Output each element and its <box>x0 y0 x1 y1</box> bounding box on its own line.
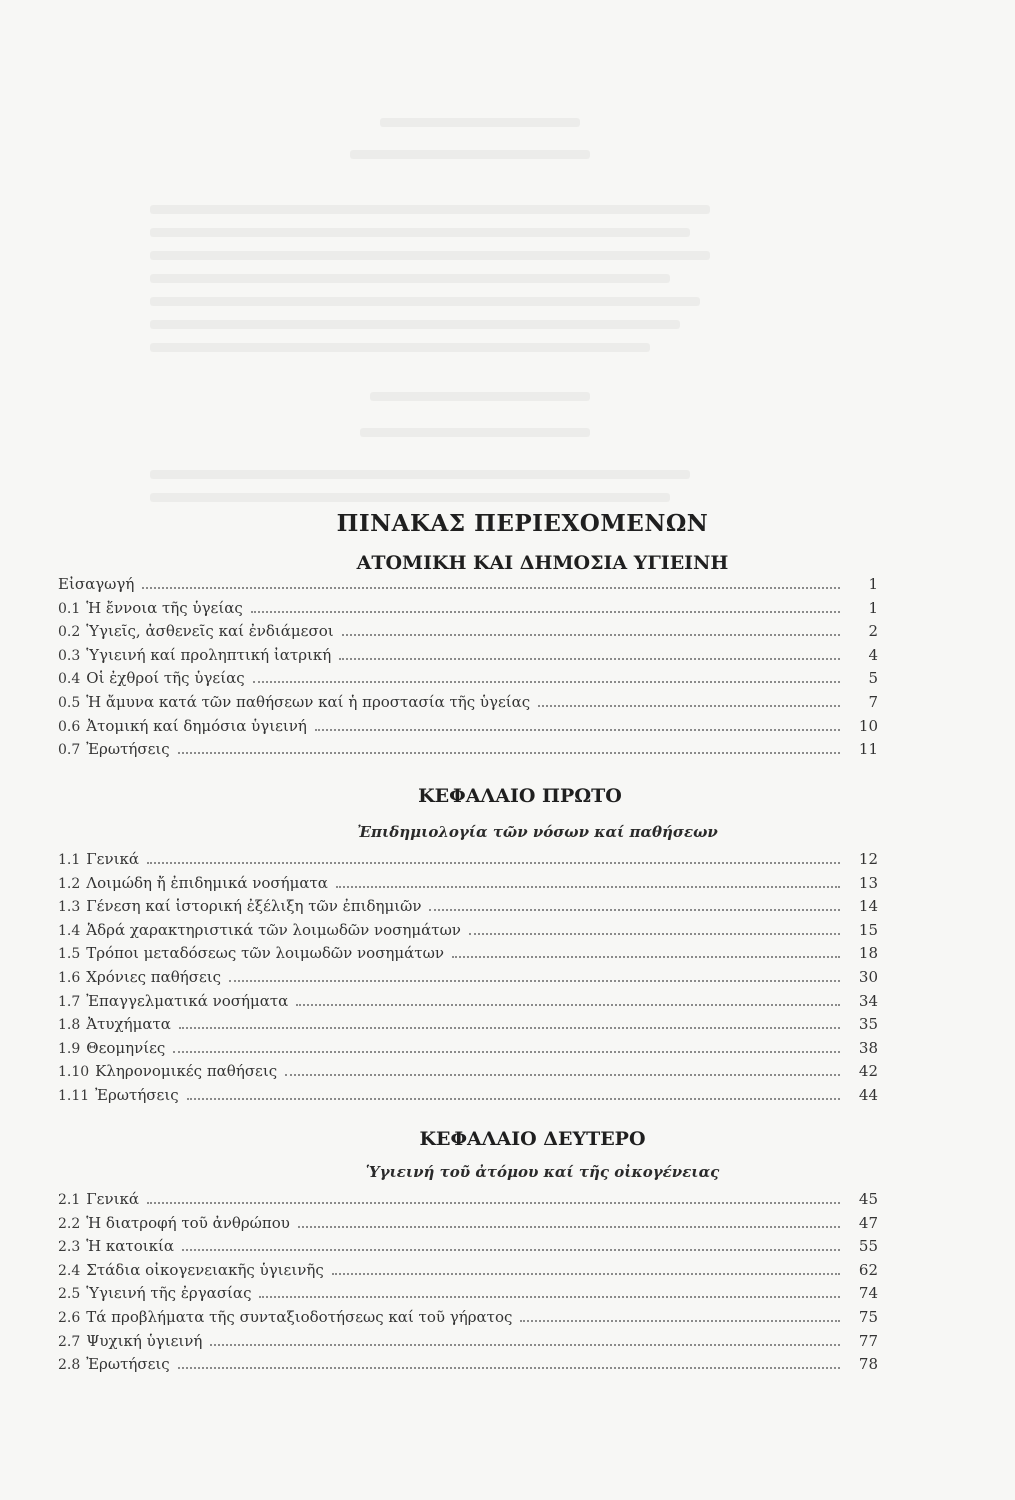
toc-entry <box>58 1039 878 1063</box>
toc-entry <box>58 1308 878 1332</box>
toc-entry-page-number: 18 <box>858 944 878 963</box>
toc-entry-title: Ἐρωτήσεις <box>86 1355 170 1374</box>
toc-entry <box>58 992 878 1016</box>
dot-leader <box>339 658 840 660</box>
dot-leader <box>179 1027 840 1029</box>
toc-entry-page-number: 45 <box>858 1190 878 1208</box>
toc-entry-title: Ἡ διατροφή τοῦ ἀνθρώπου <box>86 1213 290 1232</box>
toc-entry-page-number: 42 <box>858 1062 878 1081</box>
toc-entry-page-number: 34 <box>858 991 878 1010</box>
dot-leader <box>251 611 840 613</box>
toc-entry <box>58 717 878 741</box>
toc-entry-number: 0.3 <box>58 647 81 664</box>
toc-entry-page-number: 1 <box>868 575 878 593</box>
dot-leader <box>298 1226 840 1228</box>
toc-entry <box>58 1086 878 1110</box>
toc-entry-number: 2.3 <box>58 1239 81 1256</box>
toc-entry-title: Θεομηνίες <box>86 1038 166 1057</box>
toc-entry <box>58 622 878 646</box>
toc-entry-number: 0.2 <box>58 624 81 641</box>
toc-entry-number: 2.2 <box>58 1215 81 1232</box>
toc-entry-title: Ἡ ἄμυνα κατά τῶν παθήσεων καί ἡ προστασία τῆς ὑγείας <box>86 692 531 711</box>
dot-leader <box>520 1320 840 1322</box>
section-heading-general: ΑΤΟΜΙΚΗ ΚΑΙ ΔΗΜΟΣΙΑ ΥΓΙΕΙΝΗ <box>356 552 729 574</box>
toc-entry <box>58 1062 878 1086</box>
toc-entry-number: 2.1 <box>58 1192 81 1208</box>
dot-leader <box>229 980 840 982</box>
toc-entry <box>58 944 878 968</box>
toc-entry-page-number: 38 <box>858 1038 878 1057</box>
toc-entry-title: Γένεση καί ἱστορική ἐξέλιξη τῶν ἐπιδημιῶν <box>86 897 422 916</box>
dot-leader <box>342 634 840 636</box>
toc-entry-title: Ἡ κατοικία <box>86 1237 175 1256</box>
toc-entry <box>58 740 878 764</box>
toc-entry <box>58 897 878 921</box>
toc-entry-title: Ἐπαγγελματικά νοσήματα <box>86 991 289 1010</box>
toc-entry-title: Τά προβλήματα τῆς συνταξιοδοτήσεως καί τοῦ γήρατος <box>86 1307 513 1326</box>
toc-entry-number: 0.7 <box>58 742 81 759</box>
toc-entry <box>58 1355 878 1379</box>
toc-entry-page-number: 47 <box>858 1213 878 1232</box>
section-subtitle-chapter-one: Ἐπιδημιολογία τῶν νόσων καί παθήσεων <box>357 823 718 841</box>
toc-entry-page-number: 7 <box>868 692 878 711</box>
toc-entry-page-number: 62 <box>858 1260 878 1279</box>
toc-entry-title: Ὑγιεινή καί προληπτική ἰατρική <box>86 645 332 664</box>
toc-entry-title: Γενικά <box>86 850 139 868</box>
toc-list-chapter-two <box>58 1190 878 1379</box>
toc-entry-number: 1.10 <box>58 1064 90 1081</box>
toc-entry <box>58 646 878 670</box>
toc-entry <box>58 575 878 599</box>
dot-leader <box>538 705 840 707</box>
toc-list-general <box>58 575 878 764</box>
toc-entry-title: Χρόνιες παθήσεις <box>86 967 222 986</box>
section-heading-chapter-two: ΚΕΦΑΛΑΙΟ ΔΕΥΤΕΡΟ <box>419 1128 646 1150</box>
toc-entry <box>58 1284 878 1308</box>
dot-leader <box>315 729 840 731</box>
toc-entry-number: 1.6 <box>58 969 81 986</box>
section-heading-chapter-one: ΚΕΦΑΛΑΙΟ ΠΡΩΤΟ <box>418 785 622 807</box>
toc-entry-page-number: 44 <box>858 1085 878 1104</box>
toc-entry-title: Εἰσαγωγή <box>58 575 135 593</box>
toc-entry-number: 1.9 <box>58 1040 81 1057</box>
toc-entry-number: 1.7 <box>58 993 81 1010</box>
toc-entry-number: 2.7 <box>58 1333 81 1350</box>
dot-leader <box>142 587 840 589</box>
toc-entry <box>58 599 878 623</box>
toc-entry-title: Ἐρωτήσεις <box>86 740 170 759</box>
dot-leader <box>147 862 840 864</box>
toc-entry <box>58 693 878 717</box>
toc-entry-page-number: 2 <box>868 622 878 641</box>
toc-entry-title: Ὑγιεῖς, ἀσθενεῖς καί ἐνδιάμεσοι <box>86 622 334 641</box>
page-title: ΠΙΝΑΚΑΣ ΠΕΡΙΕΧΟΜΕΝΩΝ <box>336 510 709 537</box>
dot-leader <box>332 1273 840 1275</box>
toc-entry-number: 1.1 <box>58 852 81 868</box>
toc-entry-title: Ἁδρά χαρακτηριστικά τῶν λοιμωδῶν νοσημάτων <box>86 920 461 939</box>
dot-leader <box>182 1249 840 1251</box>
dot-leader <box>336 886 840 888</box>
dot-leader <box>452 956 840 958</box>
toc-entry <box>58 669 878 693</box>
dot-leader <box>147 1202 840 1204</box>
dot-leader <box>178 752 840 754</box>
toc-entry-number: 2.8 <box>58 1357 81 1374</box>
toc-entry-page-number: 75 <box>858 1307 878 1326</box>
toc-entry-title: Τρόποι μεταδόσεως τῶν λοιμωδῶν νοσημάτων <box>86 944 444 963</box>
toc-entry-page-number: 55 <box>858 1237 878 1256</box>
toc-entry-page-number: 5 <box>868 669 878 688</box>
toc-entry-page-number: 35 <box>858 1015 878 1034</box>
toc-entry-number: 0.4 <box>58 671 81 688</box>
toc-entry <box>58 850 878 874</box>
toc-entry-number: 0.6 <box>58 718 81 735</box>
toc-entry-title: Ἀτομική καί δημόσια ὑγιεινή <box>86 716 307 735</box>
dot-leader <box>187 1098 840 1100</box>
toc-entry-number: 1.11 <box>58 1087 90 1104</box>
toc-entry-page-number: 14 <box>858 897 878 916</box>
toc-entry-number: 1.3 <box>58 899 81 916</box>
toc-entry-number: 1.2 <box>58 875 81 892</box>
toc-entry <box>58 1190 878 1214</box>
toc-entry-number: 1.5 <box>58 946 81 963</box>
toc-entry-page-number: 15 <box>858 920 878 939</box>
toc-entry <box>58 1015 878 1039</box>
toc-entry-page-number: 30 <box>858 967 878 986</box>
toc-entry-title: Ψυχική ὑγιεινή <box>86 1331 203 1350</box>
dot-leader <box>469 933 840 935</box>
toc-entry-number: 2.6 <box>58 1309 81 1326</box>
toc-entry <box>58 874 878 898</box>
toc-entry <box>58 1332 878 1356</box>
toc-entry-title: Οἱ ἐχθροί τῆς ὑγείας <box>86 669 245 688</box>
dot-leader <box>259 1296 840 1298</box>
toc-entry-page-number: 10 <box>858 716 878 735</box>
toc-entry-title: Ὑγιεινή τῆς ἐργασίας <box>86 1284 252 1303</box>
section-subtitle-chapter-two: Ὑγιεινή τοῦ ἀτόμου καί τῆς οἰκογένειας <box>365 1163 720 1181</box>
toc-entry-number: 0.1 <box>58 600 81 617</box>
toc-list-chapter-one <box>58 850 878 1110</box>
toc-entry <box>58 921 878 945</box>
toc-entry-number: 2.5 <box>58 1286 81 1303</box>
toc-entry-number: 1.8 <box>58 1017 81 1034</box>
toc-entry-title: Στάδια οἰκογενειακῆς ὑγιεινῆς <box>86 1260 324 1279</box>
toc-entry-title: Κληρονομικές παθήσεις <box>95 1062 278 1081</box>
toc-entry-page-number: 12 <box>858 850 878 868</box>
toc-entry-title: Λοιμώδη ἤ ἐπιδημικά νοσήματα <box>86 873 328 892</box>
toc-entry-page-number: 74 <box>858 1284 878 1303</box>
toc-entry <box>58 1261 878 1285</box>
dot-leader <box>253 681 840 683</box>
dot-leader <box>296 1004 840 1006</box>
toc-entry-title: Ἡ ἔννοια τῆς ὑγείας <box>86 598 243 617</box>
toc-entry-page-number: 77 <box>858 1331 878 1350</box>
toc-entry-number: 0.5 <box>58 694 81 711</box>
toc-entry <box>58 968 878 992</box>
dot-leader <box>173 1051 840 1053</box>
toc-entry-page-number: 11 <box>858 740 878 759</box>
toc-entry-page-number: 4 <box>868 645 878 664</box>
toc-entry-page-number: 1 <box>868 598 878 617</box>
dot-leader <box>285 1074 840 1076</box>
toc-entry-title: Ἐρωτήσεις <box>95 1085 179 1104</box>
toc-entry-page-number: 13 <box>858 873 878 892</box>
toc-entry-number: 1.4 <box>58 922 81 939</box>
dot-leader <box>210 1344 840 1346</box>
toc-entry-title: Γενικά <box>86 1190 139 1208</box>
dot-leader <box>178 1367 840 1369</box>
dot-leader <box>429 909 840 911</box>
toc-entry-number: 2.4 <box>58 1262 81 1279</box>
toc-entry-page-number: 78 <box>858 1355 878 1374</box>
toc-entry-title: Ἀτυχήματα <box>86 1015 171 1034</box>
toc-entry <box>58 1214 878 1238</box>
toc-entry <box>58 1237 878 1261</box>
